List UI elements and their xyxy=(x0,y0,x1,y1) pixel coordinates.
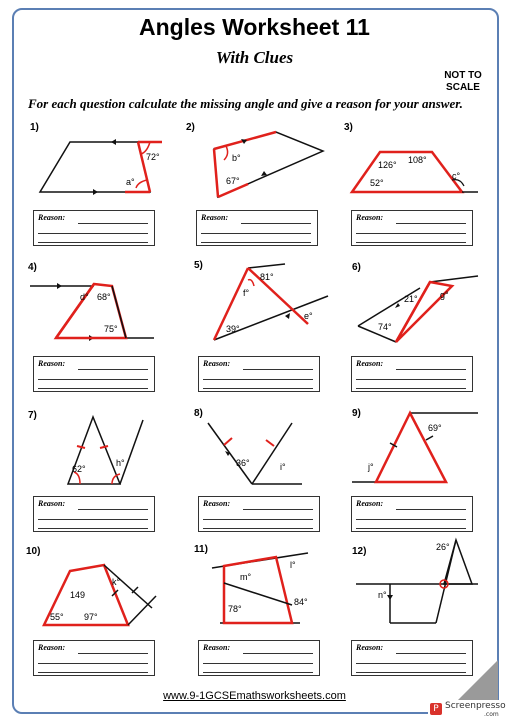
reason-label: Reason: xyxy=(38,213,66,222)
worksheet-subtitle: With Clues xyxy=(215,48,294,67)
diagram-q12 xyxy=(356,540,478,623)
reason-label: Reason: xyxy=(356,359,384,368)
question-number-9: 9) xyxy=(352,408,361,419)
diagram-q8 xyxy=(208,423,302,484)
label-72: 72° xyxy=(146,152,160,162)
diagram-q5 xyxy=(214,264,328,340)
label-149: 149 xyxy=(70,590,86,600)
reason-label: Reason: xyxy=(356,643,384,652)
label-g: g° xyxy=(440,290,449,300)
reason-box-3[interactable] xyxy=(351,210,473,246)
label-e: e° xyxy=(304,311,313,321)
label-j: j° xyxy=(368,462,374,472)
question-number-5: 5) xyxy=(194,260,203,271)
reason-label: Reason: xyxy=(203,499,231,508)
diagram-q7 xyxy=(68,417,143,484)
label-36: 36° xyxy=(236,458,250,468)
diagram-q6 xyxy=(358,276,478,342)
label-l: l° xyxy=(290,560,296,570)
label-h: h° xyxy=(116,458,125,468)
reason-box-8[interactable] xyxy=(198,496,320,532)
diagram-q3 xyxy=(352,152,478,192)
reason-box-2[interactable] xyxy=(196,210,318,246)
label-c: c° xyxy=(452,171,461,181)
reason-box-5[interactable] xyxy=(198,356,320,392)
diagram-q1 xyxy=(40,139,162,195)
diagram-q11 xyxy=(212,553,308,623)
label-k: k° xyxy=(112,577,121,587)
question-number-1: 1) xyxy=(30,122,39,133)
reason-box-11[interactable] xyxy=(198,640,320,676)
reason-label: Reason: xyxy=(38,643,66,652)
reason-box-4[interactable] xyxy=(33,356,155,392)
question-number-12: 12) xyxy=(352,546,367,557)
reason-label: Reason: xyxy=(356,499,384,508)
label-62: 62° xyxy=(72,464,86,474)
label-108: 108° xyxy=(408,155,427,165)
question-number-4: 4) xyxy=(28,262,37,273)
diagram-q10 xyxy=(44,565,156,625)
reason-box-1[interactable] xyxy=(33,210,155,246)
reason-label: Reason: xyxy=(201,213,229,222)
not-to-scale-note: NOT TO SCALE xyxy=(444,70,482,93)
screenpresso-logo-icon: P xyxy=(430,703,442,715)
question-number-3: 3) xyxy=(344,122,353,133)
question-number-2: 2) xyxy=(186,122,195,133)
diagram-q9 xyxy=(352,413,478,482)
label-84: 84° xyxy=(294,597,308,607)
reason-label: Reason: xyxy=(203,643,231,652)
instructions: For each question calculate the missing angle and give a reason for your answer. xyxy=(28,96,463,111)
label-69: 69° xyxy=(428,423,442,433)
watermark-domain: .com xyxy=(484,711,499,718)
diagram-q2 xyxy=(214,132,323,197)
label-75: 75° xyxy=(104,324,118,334)
reason-label: Reason: xyxy=(356,213,384,222)
label-55: 55° xyxy=(50,612,64,622)
label-b: b° xyxy=(232,153,241,163)
label-f: f° xyxy=(243,288,250,298)
label-126: 126° xyxy=(378,160,397,170)
label-74: 74° xyxy=(378,322,392,332)
label-67: 67° xyxy=(226,176,240,186)
reason-label: Reason: xyxy=(38,359,66,368)
footer-link[interactable]: www.9-1GCSEmathsworksheets.com xyxy=(163,690,346,702)
worksheet-title: Angles Worksheet 11 xyxy=(139,14,370,40)
reason-label: Reason: xyxy=(203,359,231,368)
page-curl xyxy=(454,660,498,704)
label-26: 26° xyxy=(436,542,450,552)
label-m: m° xyxy=(240,572,252,582)
label-39: 39° xyxy=(226,324,240,334)
reason-box-7[interactable] xyxy=(33,496,155,532)
label-a: a° xyxy=(126,177,135,187)
reason-box-10[interactable] xyxy=(33,640,155,676)
question-number-11: 11) xyxy=(194,544,208,555)
watermark-brand: Screenpresso xyxy=(445,701,506,711)
label-52: 52° xyxy=(370,178,384,188)
label-81: 81° xyxy=(260,272,274,282)
label-i: i° xyxy=(280,462,286,472)
question-number-6: 6) xyxy=(352,262,361,273)
label-97: 97° xyxy=(84,612,98,622)
label-n: n° xyxy=(378,590,387,600)
label-68: 68° xyxy=(97,292,111,302)
label-78: 78° xyxy=(228,604,242,614)
label-21: 21° xyxy=(404,294,418,304)
reason-box-9[interactable] xyxy=(351,496,473,532)
question-number-10: 10) xyxy=(26,546,41,557)
question-number-7: 7) xyxy=(28,410,37,421)
reason-label: Reason: xyxy=(38,499,66,508)
reason-box-6[interactable] xyxy=(351,356,473,392)
diagram-q4 xyxy=(30,283,154,341)
screenpresso-watermark xyxy=(428,700,506,720)
question-number-8: 8) xyxy=(194,408,203,419)
label-d: d° xyxy=(80,292,89,302)
